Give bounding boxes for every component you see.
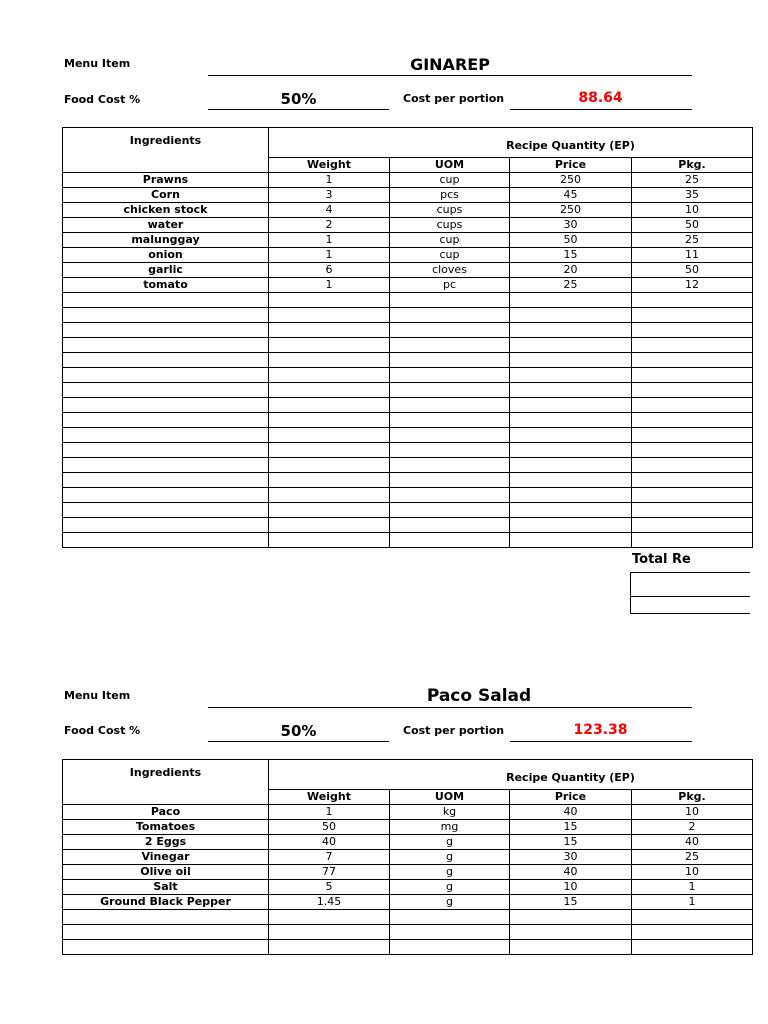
ingredient-name-cell[interactable]: onion <box>63 248 269 263</box>
ingredient-name-cell[interactable]: Paco <box>63 805 269 820</box>
empty-cell[interactable] <box>632 503 753 518</box>
empty-cell[interactable] <box>63 368 269 383</box>
empty-cell[interactable] <box>269 518 390 533</box>
empty-cell[interactable] <box>510 428 632 443</box>
empty-cell[interactable] <box>269 413 390 428</box>
weight-cell[interactable]: 50 <box>269 820 390 835</box>
ingredient-table-wrapper <box>62 127 706 557</box>
uom-cell[interactable]: pcs <box>390 188 510 203</box>
empty-cell[interactable] <box>510 518 632 533</box>
divider <box>208 75 692 76</box>
empty-cell[interactable] <box>63 428 269 443</box>
pkg-cell[interactable]: 40 <box>632 835 753 850</box>
pkg-cell[interactable]: 25 <box>632 173 753 188</box>
price-cell[interactable]: 15 <box>510 820 632 835</box>
cost-per-portion-value[interactable]: 123.38 <box>573 722 628 738</box>
pkg-cell[interactable]: 50 <box>632 263 753 278</box>
ingredient-name-cell[interactable]: Vinegar <box>63 850 269 865</box>
uom-cell[interactable]: cloves <box>390 263 510 278</box>
empty-cell[interactable] <box>269 428 390 443</box>
empty-cell[interactable] <box>510 443 632 458</box>
empty-cell[interactable] <box>63 488 269 503</box>
table-row <box>63 820 753 835</box>
empty-cell[interactable] <box>63 503 269 518</box>
empty-cell[interactable] <box>510 473 632 488</box>
price-cell[interactable]: 30 <box>510 850 632 865</box>
empty-table-row <box>63 488 753 503</box>
divider <box>208 741 389 742</box>
empty-cell[interactable] <box>269 383 390 398</box>
empty-cell[interactable] <box>269 940 390 955</box>
empty-cell[interactable] <box>632 398 753 413</box>
pkg-cell[interactable]: 12 <box>632 278 753 293</box>
cost-per-portion-label: Cost per portion <box>403 724 505 737</box>
price-cell[interactable]: 250 <box>510 203 632 218</box>
ingredients-header: Ingredients <box>63 128 269 173</box>
empty-cell[interactable] <box>510 398 632 413</box>
divider <box>510 741 692 742</box>
pkg-cell[interactable]: 10 <box>632 203 753 218</box>
ingredient-name-cell[interactable]: Ground Black Pepper <box>63 895 269 910</box>
uom-cell[interactable]: g <box>390 865 510 880</box>
empty-cell[interactable] <box>510 323 632 338</box>
menu-item-label: Menu Item <box>64 57 131 70</box>
empty-cell[interactable] <box>269 293 390 308</box>
empty-cell[interactable] <box>390 940 510 955</box>
price-cell[interactable]: 20 <box>510 263 632 278</box>
weight-cell[interactable]: 1 <box>269 805 390 820</box>
empty-cell[interactable] <box>269 338 390 353</box>
empty-cell[interactable] <box>632 338 753 353</box>
price-cell[interactable]: 15 <box>510 835 632 850</box>
ingredient-name-cell[interactable]: Prawns <box>63 173 269 188</box>
empty-cell[interactable] <box>390 338 510 353</box>
table-row <box>63 233 753 248</box>
empty-table-row <box>63 458 753 473</box>
weight-cell[interactable]: 40 <box>269 835 390 850</box>
empty-cell[interactable] <box>390 518 510 533</box>
empty-cell[interactable] <box>390 413 510 428</box>
table-row <box>63 263 753 278</box>
price-cell[interactable]: 25 <box>510 278 632 293</box>
empty-cell[interactable] <box>269 533 390 548</box>
empty-cell[interactable] <box>63 533 269 548</box>
empty-cell[interactable] <box>632 518 753 533</box>
uom-cell[interactable]: g <box>390 835 510 850</box>
price-cell[interactable]: 50 <box>510 233 632 248</box>
uom-cell[interactable]: pc <box>390 278 510 293</box>
uom-cell[interactable]: cup <box>390 233 510 248</box>
empty-cell[interactable] <box>63 473 269 488</box>
food-cost-value[interactable]: 50% <box>280 90 317 108</box>
empty-cell[interactable] <box>510 458 632 473</box>
total-recipe-row[interactable] <box>630 596 750 614</box>
empty-table-row <box>63 533 753 548</box>
total-recipe-label: Total Re <box>632 552 691 567</box>
weight-cell[interactable]: 5 <box>269 880 390 895</box>
empty-cell[interactable] <box>390 910 510 925</box>
ingredient-name-cell[interactable]: Salt <box>63 880 269 895</box>
empty-cell[interactable] <box>390 353 510 368</box>
empty-cell[interactable] <box>632 383 753 398</box>
empty-table-row <box>63 293 753 308</box>
uom-cell[interactable]: cup <box>390 173 510 188</box>
weight-cell[interactable]: 1 <box>269 173 390 188</box>
weight-cell[interactable]: 1 <box>269 233 390 248</box>
empty-cell[interactable] <box>390 458 510 473</box>
empty-cell[interactable] <box>510 925 632 940</box>
ingredient-name-cell[interactable]: Corn <box>63 188 269 203</box>
empty-cell[interactable] <box>510 308 632 323</box>
weight-cell[interactable]: 6 <box>269 263 390 278</box>
empty-cell[interactable] <box>632 308 753 323</box>
food-cost-label: Food Cost % <box>64 724 141 737</box>
empty-cell[interactable] <box>632 443 753 458</box>
price-column-header: Price <box>510 158 632 173</box>
price-cell[interactable]: 40 <box>510 865 632 880</box>
empty-cell[interactable] <box>632 488 753 503</box>
price-cell[interactable]: 10 <box>510 880 632 895</box>
pkg-cell[interactable]: 10 <box>632 805 753 820</box>
empty-cell[interactable] <box>63 383 269 398</box>
empty-cell[interactable] <box>632 323 753 338</box>
uom-cell[interactable]: cups <box>390 203 510 218</box>
empty-table-row <box>63 910 753 925</box>
price-cell[interactable]: 30 <box>510 218 632 233</box>
pkg-cell[interactable]: 25 <box>632 850 753 865</box>
empty-cell[interactable] <box>63 353 269 368</box>
empty-table-row <box>63 503 753 518</box>
menu-item-label: Menu Item <box>64 689 131 702</box>
uom-column-header: UOM <box>390 790 510 805</box>
empty-cell[interactable] <box>390 293 510 308</box>
table-row <box>63 203 753 218</box>
empty-cell[interactable] <box>510 353 632 368</box>
empty-cell[interactable] <box>390 443 510 458</box>
empty-cell[interactable] <box>390 473 510 488</box>
ingredient-name-cell[interactable]: Tomatoes <box>63 820 269 835</box>
empty-cell[interactable] <box>632 293 753 308</box>
ingredient-name-cell[interactable]: Olive oil <box>63 865 269 880</box>
pkg-cell[interactable]: 10 <box>632 865 753 880</box>
pkg-cell[interactable]: 25 <box>632 233 753 248</box>
ingredient-table <box>62 759 753 955</box>
empty-cell[interactable] <box>632 533 753 548</box>
table-row <box>63 850 753 865</box>
empty-table-row <box>63 443 753 458</box>
table-row <box>63 218 753 233</box>
uom-cell[interactable]: kg <box>390 805 510 820</box>
table-row <box>63 805 753 820</box>
divider <box>510 109 692 110</box>
empty-cell[interactable] <box>632 353 753 368</box>
empty-table-row <box>63 428 753 443</box>
empty-cell[interactable] <box>269 910 390 925</box>
empty-cell[interactable] <box>390 488 510 503</box>
weight-cell[interactable]: 1 <box>269 278 390 293</box>
price-cell[interactable]: 45 <box>510 188 632 203</box>
ingredient-name-cell[interactable]: tomato <box>63 278 269 293</box>
empty-cell[interactable] <box>63 443 269 458</box>
divider <box>208 707 692 708</box>
pkg-cell[interactable]: 2 <box>632 820 753 835</box>
empty-cell[interactable] <box>269 353 390 368</box>
empty-cell[interactable] <box>390 925 510 940</box>
empty-cell[interactable] <box>632 413 753 428</box>
empty-cell[interactable] <box>632 428 753 443</box>
uom-cell[interactable]: g <box>390 850 510 865</box>
uom-cell[interactable]: cups <box>390 218 510 233</box>
empty-cell[interactable] <box>510 533 632 548</box>
pkg-cell[interactable]: 35 <box>632 188 753 203</box>
divider <box>208 109 389 110</box>
food-cost-value[interactable]: 50% <box>280 722 317 740</box>
total-recipe-row[interactable] <box>630 572 750 596</box>
empty-cell[interactable] <box>390 428 510 443</box>
empty-cell[interactable] <box>269 503 390 518</box>
menu-item-name[interactable]: Paco Salad <box>426 686 532 706</box>
table-header-row <box>63 128 753 158</box>
empty-cell[interactable] <box>632 368 753 383</box>
ingredient-name-cell[interactable]: water <box>63 218 269 233</box>
price-column-header: Price <box>510 790 632 805</box>
empty-cell[interactable] <box>269 925 390 940</box>
empty-cell[interactable] <box>510 368 632 383</box>
ingredient-name-cell[interactable]: garlic <box>63 263 269 278</box>
empty-cell[interactable] <box>269 398 390 413</box>
empty-table-row <box>63 338 753 353</box>
weight-cell[interactable]: 3 <box>269 188 390 203</box>
empty-cell[interactable] <box>632 925 753 940</box>
empty-cell[interactable] <box>390 383 510 398</box>
empty-cell[interactable] <box>63 398 269 413</box>
menu-item-name[interactable]: GINAREP <box>410 55 490 74</box>
empty-cell[interactable] <box>63 323 269 338</box>
empty-table-row <box>63 368 753 383</box>
food-cost-label: Food Cost % <box>64 93 141 106</box>
price-cell[interactable]: 15 <box>510 248 632 263</box>
weight-cell[interactable]: 2 <box>269 218 390 233</box>
uom-cell[interactable]: cup <box>390 248 510 263</box>
uom-cell[interactable]: g <box>390 880 510 895</box>
ingredient-name-cell[interactable]: malunggay <box>63 233 269 248</box>
weight-cell[interactable]: 1.45 <box>269 895 390 910</box>
empty-cell[interactable] <box>63 458 269 473</box>
table-row <box>63 278 753 293</box>
ingredient-table-wrapper <box>62 759 706 959</box>
empty-cell[interactable] <box>510 383 632 398</box>
pkg-cell[interactable]: 50 <box>632 218 753 233</box>
empty-cell[interactable] <box>63 413 269 428</box>
empty-cell[interactable] <box>269 443 390 458</box>
weight-cell[interactable]: 7 <box>269 850 390 865</box>
empty-table-row <box>63 413 753 428</box>
ingredients-header: Ingredients <box>63 760 269 805</box>
pkg-cell[interactable]: 11 <box>632 248 753 263</box>
empty-table-row <box>63 940 753 955</box>
empty-table-row <box>63 308 753 323</box>
table-header-row <box>63 760 753 790</box>
pkg-cell[interactable]: 1 <box>632 880 753 895</box>
empty-cell[interactable] <box>63 338 269 353</box>
total-recipe-box <box>630 552 692 612</box>
recipe-quantity-header: Recipe Quantity (EP) <box>269 760 753 790</box>
empty-table-row <box>63 323 753 338</box>
empty-cell[interactable] <box>510 413 632 428</box>
empty-cell[interactable] <box>63 925 269 940</box>
table-row <box>63 895 753 910</box>
ingredient-name-cell[interactable]: chicken stock <box>63 203 269 218</box>
cost-per-portion-value[interactable]: 88.64 <box>578 90 623 106</box>
weight-cell[interactable]: 1 <box>269 248 390 263</box>
empty-cell[interactable] <box>510 293 632 308</box>
pkg-cell[interactable]: 1 <box>632 895 753 910</box>
empty-cell[interactable] <box>269 473 390 488</box>
uom-cell[interactable]: mg <box>390 820 510 835</box>
cost-per-portion-label: Cost per portion <box>403 92 505 105</box>
empty-cell[interactable] <box>63 518 269 533</box>
pkg-column-header: Pkg. <box>632 158 753 173</box>
table-row <box>63 865 753 880</box>
empty-table-row <box>63 398 753 413</box>
weight-column-header: Weight <box>269 790 390 805</box>
empty-cell[interactable] <box>390 533 510 548</box>
empty-cell[interactable] <box>269 368 390 383</box>
uom-cell[interactable]: g <box>390 895 510 910</box>
empty-table-row <box>63 925 753 940</box>
table-row <box>63 188 753 203</box>
price-cell[interactable]: 250 <box>510 173 632 188</box>
pkg-column-header: Pkg. <box>632 790 753 805</box>
table-row <box>63 880 753 895</box>
empty-cell[interactable] <box>269 488 390 503</box>
empty-cell[interactable] <box>390 308 510 323</box>
empty-cell[interactable] <box>632 940 753 955</box>
weight-column-header: Weight <box>269 158 390 173</box>
empty-cell[interactable] <box>390 503 510 518</box>
empty-cell[interactable] <box>390 368 510 383</box>
ingredient-name-cell[interactable]: 2 Eggs <box>63 835 269 850</box>
table-row <box>63 248 753 263</box>
empty-cell[interactable] <box>269 458 390 473</box>
empty-cell[interactable] <box>269 308 390 323</box>
empty-cell[interactable] <box>63 293 269 308</box>
empty-cell[interactable] <box>632 458 753 473</box>
table-row <box>63 173 753 188</box>
empty-table-row <box>63 383 753 398</box>
empty-table-row <box>63 518 753 533</box>
empty-cell[interactable] <box>63 940 269 955</box>
empty-cell[interactable] <box>390 323 510 338</box>
empty-cell[interactable] <box>632 910 753 925</box>
empty-cell[interactable] <box>510 910 632 925</box>
empty-table-row <box>63 473 753 488</box>
empty-cell[interactable] <box>63 308 269 323</box>
empty-cell[interactable] <box>390 398 510 413</box>
recipe-quantity-header: Recipe Quantity (EP) <box>269 128 753 158</box>
empty-table-row <box>63 353 753 368</box>
uom-column-header: UOM <box>390 158 510 173</box>
ingredient-table <box>62 127 753 548</box>
empty-cell[interactable] <box>510 503 632 518</box>
weight-cell[interactable]: 77 <box>269 865 390 880</box>
price-cell[interactable]: 40 <box>510 805 632 820</box>
empty-cell[interactable] <box>632 473 753 488</box>
empty-cell[interactable] <box>63 910 269 925</box>
empty-cell[interactable] <box>510 488 632 503</box>
empty-cell[interactable] <box>510 940 632 955</box>
table-row <box>63 835 753 850</box>
empty-cell[interactable] <box>269 323 390 338</box>
price-cell[interactable]: 15 <box>510 895 632 910</box>
weight-cell[interactable]: 4 <box>269 203 390 218</box>
empty-cell[interactable] <box>510 338 632 353</box>
